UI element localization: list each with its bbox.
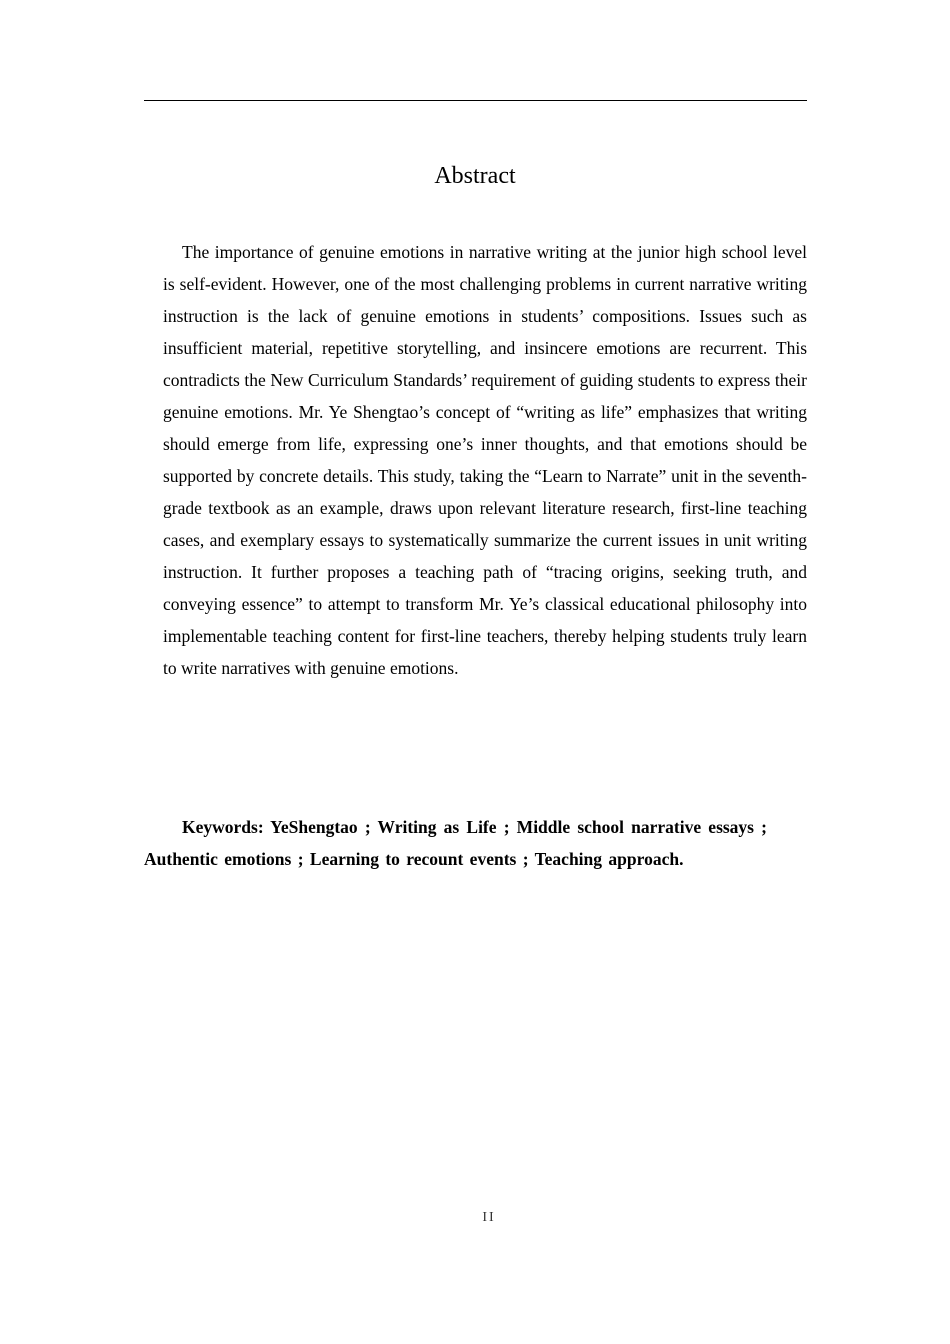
header-rule <box>144 100 807 101</box>
abstract-title: Abstract <box>434 163 516 189</box>
abstract-body: The importance of genuine emotions in narrative writing at the junior high school level is self-evident. However, one of the most challenging problems in current narrative writing instruction is the lack of genuine emotions in students’ compositions. Issues such as insufficient material, repetitive storytelling, and insincere emotions are recurrent. This contradicts the New Curriculum Standards’ requirement of guiding students to express their genuine emotions. Mr. Ye Shengtao’s concept of “writing as life” emphasizes that writing should emerge from life, expressing one’s inner thoughts, and that emotions should be supported by concrete details. This study, taking the “Learn to Narrate” unit in the seventh-grade textbook as an example, draws upon relevant literature research, first-line teaching cases, and exemplary essays to systematically summarize the current issues in unit writing instruction. It further proposes a teaching path of “tracing origins, seeking truth, and conveying essence” to attempt to transform Mr. Ye’s classical educational philosophy into implementable teaching content for first-line teachers, thereby helping students truly learn to write narratives with genuine emotions. <box>163 242 807 678</box>
page-number: II <box>482 1210 496 1225</box>
keywords: Keywords: YeShengtao ; Writing as Life ; Middle school narrative essays ; Authentic emotions ; Learning to recount events ; Teaching approach. <box>144 817 767 869</box>
